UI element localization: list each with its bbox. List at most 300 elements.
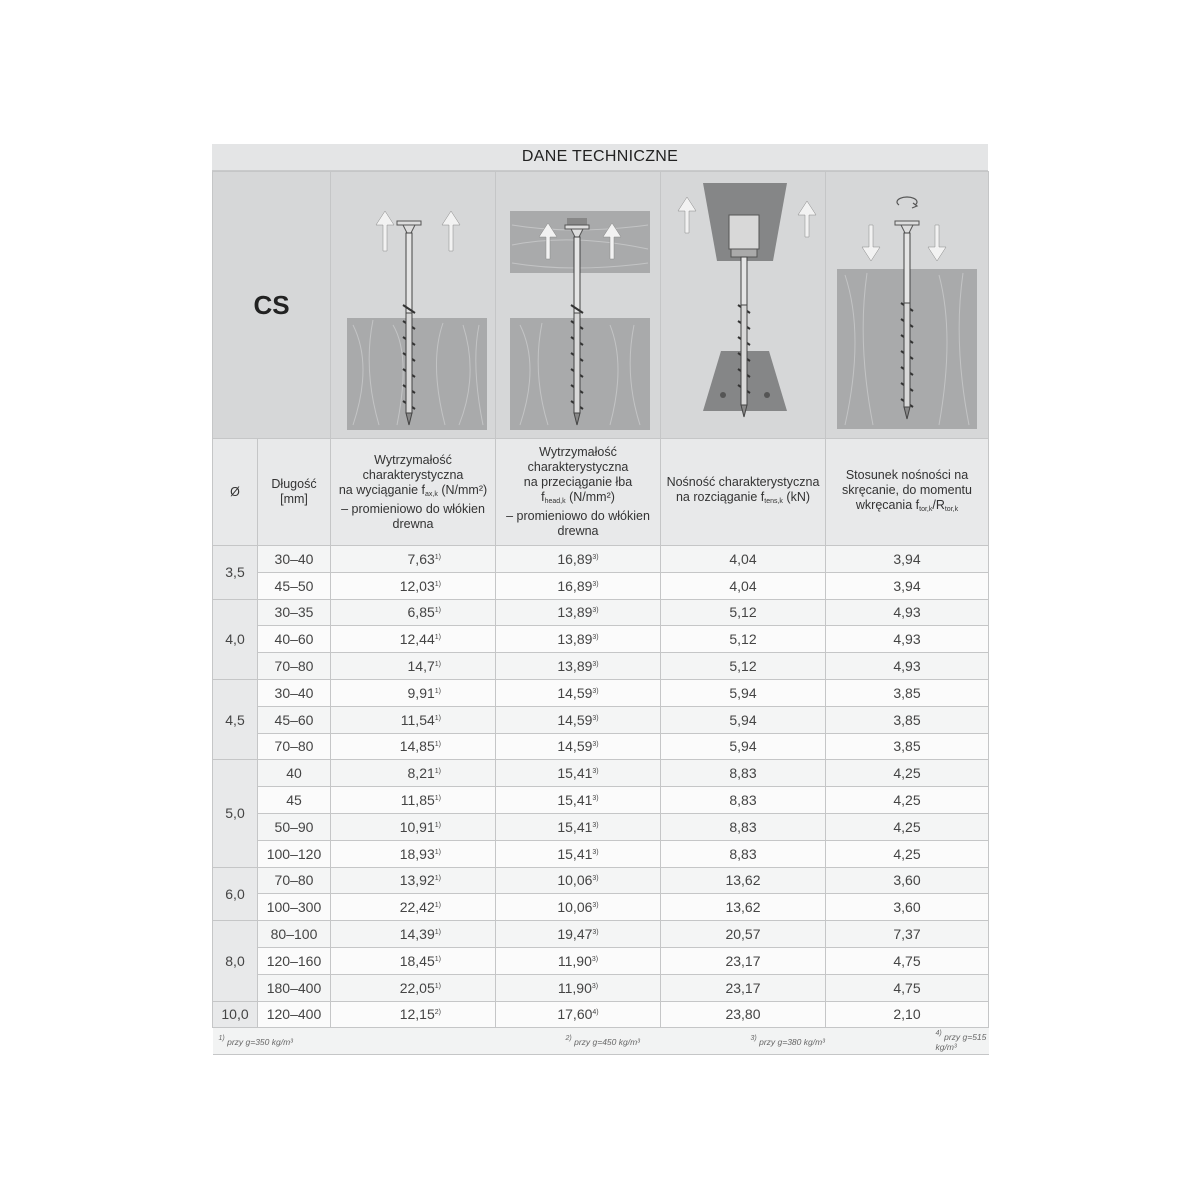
diameter-cell: 8,0 [213, 921, 258, 1001]
torsion-ratio-cell [826, 947, 989, 974]
withdrawal-cell-value: 10,91 [399, 818, 435, 835]
head-pull-cell-value: 15,41 [557, 765, 593, 782]
length-cell-value: 30–35 [274, 604, 314, 621]
length-cell-value: 70–80 [274, 738, 314, 755]
head-pull-cell-footnote-mark: 3) [592, 634, 599, 642]
length-cell-value: 180–400 [266, 979, 322, 996]
footnote-mark: 3) [750, 1035, 757, 1043]
footnote-row [213, 1028, 989, 1055]
withdrawal-cell [331, 760, 496, 787]
torsion-ratio-cell-value: 2,10 [893, 1006, 921, 1023]
length-cell [258, 546, 331, 573]
length-cell-value: 40–60 [274, 631, 314, 648]
head-pull-cell [496, 840, 661, 867]
withdrawal-cell-value: 6,85 [407, 604, 435, 621]
head-pull-cell [496, 813, 661, 840]
tension-cell [661, 626, 826, 653]
tension-cell-value: 5,94 [729, 738, 757, 755]
withdrawal-cell-footnote-mark: 1) [434, 929, 441, 937]
torsion-ratio-cell [826, 921, 989, 948]
head-pull-cell-value: 13,89 [557, 604, 593, 621]
withdrawal-cell-footnote-mark: 2) [434, 1009, 441, 1017]
header-tension-l2b: (kN) [782, 490, 811, 504]
length-cell [258, 653, 331, 680]
length-cell-value: 30–40 [274, 684, 314, 701]
table-row [213, 626, 989, 653]
head-pull-cell [496, 974, 661, 1001]
torsion-ratio-cell [826, 733, 989, 760]
length-cell-value: 120–400 [266, 1006, 322, 1023]
head-pull-cell-footnote-mark: 3) [592, 661, 599, 669]
header-head-pull-l1: Wytrzymałość [539, 445, 617, 459]
head-pull-cell [496, 572, 661, 599]
header-withdrawal-l4: – promieniowo do włókien [341, 501, 485, 516]
table-row [213, 974, 989, 1001]
head-pull-cell-value: 14,59 [557, 711, 593, 728]
torsion-ratio-cell-value: 4,75 [893, 979, 921, 996]
withdrawal-cell-footnote-mark: 1) [434, 955, 441, 963]
head-pull-cell [496, 733, 661, 760]
torsion-ratio-cell-value: 4,93 [893, 631, 921, 648]
tension-cell-value: 4,04 [729, 550, 757, 567]
header-length [258, 439, 331, 546]
length-cell [258, 947, 331, 974]
length-cell-value: 45–60 [274, 711, 314, 728]
header-diameter: Ø [213, 439, 258, 546]
tension-cell-value: 4,04 [729, 577, 757, 594]
table-row [213, 947, 989, 974]
torsion-ratio-cell [826, 1001, 989, 1028]
head-pull-cell-value: 13,89 [557, 631, 593, 648]
header-tension-l1: Nośność charakterystyczna [666, 475, 820, 489]
withdrawal-cell [331, 921, 496, 948]
table-row [213, 706, 989, 733]
footnote-text: przy g=515 kg/m³ [935, 1032, 987, 1053]
table-row [213, 840, 989, 867]
length-cell [258, 679, 331, 706]
torsion-ratio-cell [826, 653, 989, 680]
tension-cell [661, 840, 826, 867]
head-pull-cell-value: 15,41 [557, 845, 593, 862]
withdrawal-cell-value: 14,7 [407, 658, 435, 675]
length-cell [258, 626, 331, 653]
sheet-title: DANE TECHNICZNE [212, 144, 988, 171]
head-pull-cell [496, 921, 661, 948]
withdrawal-cell [331, 1001, 496, 1028]
withdrawal-cell-footnote-mark: 1) [434, 687, 441, 695]
head-pull-cell [496, 760, 661, 787]
head-pull-cell-footnote-mark: 3) [592, 902, 599, 910]
tension-cell [661, 599, 826, 626]
tension-illustration [661, 172, 826, 439]
torsion-ratio-cell [826, 599, 989, 626]
length-cell [258, 760, 331, 787]
head-pull-cell-value: 16,89 [557, 550, 593, 567]
head-pull-cell-value: 10,06 [557, 899, 593, 916]
length-cell-value: 40 [286, 765, 302, 782]
torsion-ratio-cell [826, 840, 989, 867]
withdrawal-cell-footnote-mark: 1) [434, 607, 441, 615]
withdrawal-cell-value: 9,91 [407, 684, 435, 701]
torsion-ratio-cell-value: 7,37 [893, 926, 921, 943]
screw-tension-test-icon [663, 175, 823, 435]
table-row [213, 921, 989, 948]
withdrawal-cell-value: 8,21 [407, 765, 435, 782]
tension-cell [661, 947, 826, 974]
tension-cell [661, 974, 826, 1001]
length-cell-value: 70–80 [274, 872, 314, 889]
withdrawal-cell-footnote-mark: 1) [434, 634, 441, 642]
withdrawal-cell-footnote-mark: 1) [434, 795, 441, 803]
footnote-mark: 4) [935, 1030, 942, 1038]
head-pull-cell-footnote-mark: 3) [592, 795, 599, 803]
length-cell [258, 921, 331, 948]
footnote-text: przy g=380 kg/m³ [756, 1037, 825, 1048]
header-torsion-l3a: wkręcania f [855, 497, 920, 512]
withdrawal-cell-value: 14,39 [399, 926, 435, 943]
header-withdrawal [331, 439, 496, 546]
head-pull-cell-footnote-mark: 4) [592, 1009, 599, 1017]
length-cell [258, 1001, 331, 1028]
header-withdrawal-l5: drewna [392, 516, 434, 531]
length-cell [258, 787, 331, 814]
tension-cell-value: 5,12 [729, 658, 757, 675]
length-cell-value: 45 [286, 792, 302, 809]
torsion-ratio-cell [826, 867, 989, 894]
head-pull-cell [496, 947, 661, 974]
header-head-pull-l2: charakterystyczna [527, 460, 629, 474]
table-row [213, 894, 989, 921]
screw-withdrawal-icon [333, 175, 493, 435]
withdrawal-cell-footnote-mark: 1) [434, 821, 441, 829]
withdrawal-cell [331, 813, 496, 840]
table-row [213, 867, 989, 894]
tension-cell-value: 20,57 [725, 926, 761, 943]
table-row [213, 813, 989, 840]
header-torsion-l3sub2: tor,k [944, 505, 959, 513]
withdrawal-illustration [331, 172, 496, 439]
header-withdrawal-l3a: na wyciąganie f [338, 482, 426, 497]
torsion-ratio-cell-value: 4,93 [893, 604, 921, 621]
torsion-ratio-cell [826, 572, 989, 599]
head-pull-cell-footnote-mark: 3) [592, 607, 599, 615]
withdrawal-cell-value: 12,15 [399, 1006, 435, 1023]
withdrawal-cell [331, 546, 496, 573]
tension-cell [661, 706, 826, 733]
diameter-cell: 6,0 [213, 867, 258, 921]
head-pull-cell-footnote-mark: 3) [592, 687, 599, 695]
footnote-1 [213, 1028, 496, 1055]
withdrawal-cell [331, 653, 496, 680]
torsion-ratio-cell-value: 4,25 [893, 765, 921, 782]
head-pull-cell [496, 706, 661, 733]
footnote-text: przy g=350 kg/m³ [224, 1037, 293, 1048]
head-pull-cell-value: 11,90 [557, 952, 592, 969]
withdrawal-cell-value: 13,92 [399, 872, 435, 889]
header-head-pull-l4a: f [541, 490, 545, 504]
withdrawal-cell [331, 706, 496, 733]
head-pull-cell-value: 15,41 [557, 792, 593, 809]
length-cell [258, 706, 331, 733]
tension-cell-value: 8,83 [729, 845, 757, 862]
tension-cell-value: 5,94 [729, 711, 757, 728]
head-pull-cell-footnote-mark: 3) [592, 848, 599, 856]
head-pull-cell-value: 10,06 [557, 872, 593, 889]
screw-torsion-icon [827, 175, 987, 435]
header-tension-l2a: na rozciąganie f [675, 490, 765, 504]
table-row [213, 787, 989, 814]
torsion-ratio-cell-value: 4,25 [893, 818, 921, 835]
torsion-ratio-cell-value: 4,25 [893, 845, 921, 862]
tension-cell [661, 760, 826, 787]
head-pull-cell [496, 599, 661, 626]
header-head-pull-l4b: (N/mm²) [565, 490, 615, 504]
illustration-row [213, 172, 989, 439]
withdrawal-cell-value: 18,93 [399, 845, 435, 862]
length-cell [258, 572, 331, 599]
tension-cell-value: 5,12 [729, 631, 757, 648]
length-cell [258, 974, 331, 1001]
head-pull-cell-value: 16,89 [557, 577, 593, 594]
header-head-pull-l3: na przeciąganie łba [523, 475, 633, 489]
diameter-cell: 4,0 [213, 599, 258, 679]
head-pull-cell-value: 19,47 [557, 926, 593, 943]
length-cell-value: 100–300 [266, 899, 322, 916]
tension-cell-value: 5,94 [729, 684, 757, 701]
withdrawal-cell [331, 867, 496, 894]
withdrawal-cell-value: 11,85 [400, 792, 435, 809]
footnote-text: przy g=450 kg/m³ [571, 1037, 640, 1048]
tension-cell [661, 653, 826, 680]
table-row [213, 679, 989, 706]
tension-cell [661, 787, 826, 814]
header-head-pull [496, 439, 661, 546]
withdrawal-cell-value: 12,44 [399, 631, 435, 648]
torsion-illustration [826, 172, 989, 439]
tension-cell [661, 572, 826, 599]
withdrawal-cell [331, 840, 496, 867]
tension-cell-value: 13,62 [725, 872, 761, 889]
torsion-ratio-cell-value: 3,94 [893, 577, 921, 594]
head-pull-cell [496, 1001, 661, 1028]
length-cell-value: 50–90 [274, 818, 314, 835]
withdrawal-cell [331, 679, 496, 706]
head-pull-cell-value: 17,60 [557, 1006, 593, 1023]
withdrawal-cell [331, 572, 496, 599]
withdrawal-cell-value: 11,54 [400, 711, 435, 728]
withdrawal-cell-value: 22,05 [399, 979, 435, 996]
head-pull-through-illustration [496, 172, 661, 439]
length-cell [258, 599, 331, 626]
length-cell-value: 30–40 [274, 550, 314, 567]
head-pull-cell-value: 14,59 [557, 738, 593, 755]
table-row [213, 760, 989, 787]
withdrawal-cell-footnote-mark: 1) [434, 714, 441, 722]
footnote-4 [826, 1028, 989, 1055]
torsion-ratio-cell-value: 3,60 [893, 872, 921, 889]
tension-cell-value: 5,12 [729, 604, 757, 621]
length-cell-value: 80–100 [270, 926, 318, 943]
torsion-ratio-cell [826, 813, 989, 840]
torsion-ratio-cell-value: 4,93 [893, 658, 921, 675]
head-pull-cell-footnote-mark: 3) [592, 714, 599, 722]
withdrawal-cell-footnote-mark: 1) [434, 661, 441, 669]
torsion-ratio-cell-value: 4,25 [893, 792, 921, 809]
tension-cell [661, 813, 826, 840]
withdrawal-cell-value: 14,85 [399, 738, 435, 755]
header-head-pull-l5: – promieniowo do włókien [506, 509, 650, 523]
header-tension [661, 439, 826, 546]
header-withdrawal-l3sub: ax,k [425, 490, 438, 498]
withdrawal-cell [331, 894, 496, 921]
withdrawal-cell-footnote-mark: 1) [434, 982, 441, 990]
head-pull-cell-footnote-mark: 3) [591, 982, 599, 990]
torsion-ratio-cell-value: 3,85 [893, 684, 921, 701]
tension-cell [661, 921, 826, 948]
footnote-3 [661, 1028, 826, 1055]
tension-cell-value: 8,83 [729, 818, 757, 835]
head-pull-cell-footnote-mark: 3) [592, 768, 599, 776]
withdrawal-cell-value: 22,42 [399, 899, 435, 916]
product-label: CS [213, 172, 331, 439]
diameter-cell: 5,0 [213, 760, 258, 867]
tension-cell [661, 733, 826, 760]
torsion-ratio-cell [826, 626, 989, 653]
torsion-ratio-cell-value: 3,85 [893, 711, 921, 728]
head-pull-cell-value: 15,41 [557, 818, 593, 835]
torsion-ratio-cell-value: 3,60 [893, 899, 921, 916]
tension-cell-value: 23,17 [725, 979, 761, 996]
header-tension-l2sub: tens,k [764, 498, 783, 505]
withdrawal-cell-footnote-mark: 1) [434, 580, 441, 588]
tension-cell-value: 13,62 [725, 899, 761, 916]
head-pull-cell-value: 14,59 [557, 684, 593, 701]
torsion-ratio-cell [826, 974, 989, 1001]
withdrawal-cell [331, 599, 496, 626]
header-withdrawal-l2: charakterystyczna [362, 467, 464, 482]
head-pull-cell-footnote-mark: 3) [591, 955, 599, 963]
torsion-ratio-cell [826, 894, 989, 921]
length-cell [258, 867, 331, 894]
diameter-cell: 4,5 [213, 679, 258, 759]
tension-cell-value: 23,80 [725, 1006, 761, 1023]
tension-cell-value: 23,17 [725, 952, 761, 969]
head-pull-cell-footnote-mark: 3) [592, 929, 599, 937]
header-withdrawal-l1: Wytrzymałość [374, 452, 452, 467]
head-pull-cell [496, 894, 661, 921]
table-row [213, 733, 989, 760]
head-pull-cell [496, 546, 661, 573]
tension-cell [661, 867, 826, 894]
head-pull-cell-footnote-mark: 3) [592, 821, 599, 829]
torsion-ratio-cell-value: 3,85 [893, 738, 921, 755]
header-torsion-ratio [826, 439, 989, 546]
tension-cell-value: 8,83 [729, 792, 757, 809]
footnote-2 [496, 1028, 661, 1055]
tension-cell [661, 1001, 826, 1028]
head-pull-cell-footnote-mark: 3) [592, 580, 599, 588]
torsion-ratio-cell-value: 4,75 [893, 952, 921, 969]
head-pull-cell [496, 867, 661, 894]
withdrawal-cell-footnote-mark: 1) [434, 902, 441, 910]
withdrawal-cell-footnote-mark: 1) [434, 875, 441, 883]
length-cell [258, 894, 331, 921]
length-cell [258, 840, 331, 867]
torsion-ratio-cell-value: 3,94 [893, 550, 921, 567]
table-row [213, 546, 989, 573]
technical-data-table [212, 171, 989, 1055]
withdrawal-cell [331, 626, 496, 653]
tension-cell [661, 894, 826, 921]
withdrawal-cell [331, 974, 496, 1001]
header-head-pull-l4sub: head,k [544, 498, 566, 505]
table-row [213, 599, 989, 626]
length-cell [258, 813, 331, 840]
withdrawal-cell [331, 947, 496, 974]
withdrawal-cell-value: 18,45 [399, 952, 435, 969]
footnote-mark: 2) [565, 1035, 572, 1043]
footnote-mark: 1) [218, 1035, 225, 1043]
head-pull-cell-value: 13,89 [557, 658, 593, 675]
torsion-ratio-cell [826, 787, 989, 814]
header-length-line2: [mm] [280, 492, 308, 506]
table-row [213, 1001, 989, 1028]
torsion-ratio-cell [826, 760, 989, 787]
length-cell-value: 70–80 [274, 658, 314, 675]
head-pull-cell-footnote-mark: 3) [592, 875, 599, 883]
torsion-ratio-cell [826, 679, 989, 706]
torsion-ratio-cell [826, 706, 989, 733]
header-torsion-l1: Stosunek nośności na [845, 467, 969, 482]
technical-data-sheet [212, 144, 988, 1055]
header-withdrawal-l3b: (N/mm²) [437, 482, 488, 497]
length-cell-value: 100–120 [266, 845, 322, 862]
header-head-pull-l6: drewna [557, 524, 599, 538]
tension-cell-value: 8,83 [729, 765, 757, 782]
withdrawal-cell-footnote-mark: 1) [434, 848, 441, 856]
header-torsion-l3sub: tor,k [919, 505, 933, 513]
head-pull-cell-footnote-mark: 3) [592, 553, 599, 561]
table-row [213, 572, 989, 599]
tension-cell [661, 679, 826, 706]
length-cell-value: 45–50 [274, 577, 314, 594]
withdrawal-cell-footnote-mark: 1) [434, 741, 441, 749]
header-torsion-l2: skręcanie, do momentu [842, 482, 972, 497]
screw-head-pull-through-icon [498, 175, 658, 435]
torsion-ratio-cell [826, 546, 989, 573]
head-pull-cell [496, 626, 661, 653]
length-cell-value: 120–160 [266, 952, 322, 969]
tension-cell [661, 546, 826, 573]
header-torsion-l3b: /R [932, 497, 945, 512]
withdrawal-cell [331, 787, 496, 814]
withdrawal-cell-footnote-mark: 1) [434, 768, 441, 776]
head-pull-cell [496, 679, 661, 706]
withdrawal-cell-value: 12,03 [399, 577, 435, 594]
table-row [213, 653, 989, 680]
header-length-line1: Długość [271, 477, 317, 491]
diameter-cell: 3,5 [213, 546, 258, 600]
head-pull-cell [496, 787, 661, 814]
column-header-row [213, 439, 989, 546]
length-cell [258, 733, 331, 760]
withdrawal-cell-value: 7,63 [407, 550, 435, 567]
head-pull-cell-value: 11,90 [557, 979, 592, 996]
head-pull-cell-footnote-mark: 3) [592, 741, 599, 749]
withdrawal-cell [331, 733, 496, 760]
withdrawal-cell-footnote-mark: 1) [434, 553, 441, 561]
diameter-cell: 10,0 [213, 1001, 258, 1028]
